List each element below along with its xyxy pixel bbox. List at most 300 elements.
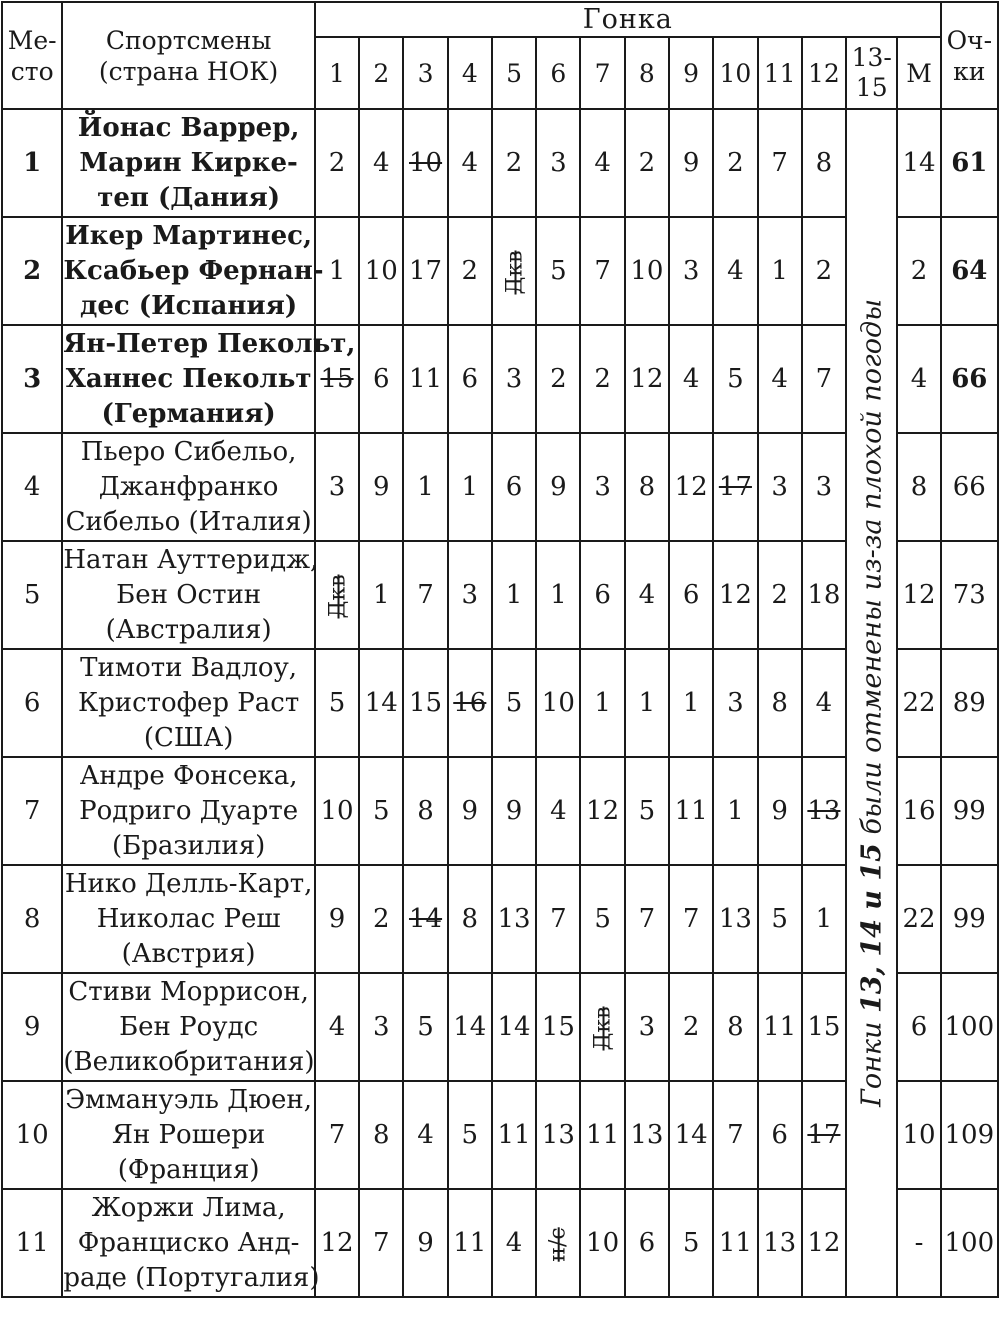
athlete-name-line: раде (Португалия) xyxy=(63,1262,320,1293)
race-result-cell xyxy=(802,217,846,325)
points-cell: 64 xyxy=(941,217,998,325)
place-cell: 3 xyxy=(2,325,62,433)
race-result: 10 xyxy=(630,256,664,286)
header-athletes xyxy=(62,2,315,109)
race-result-cell xyxy=(403,109,447,217)
race-result-cell xyxy=(536,325,580,433)
race-result-cell xyxy=(802,973,846,1081)
athlete-cell xyxy=(62,1081,315,1189)
medal-race-cell: 14 xyxy=(897,109,940,217)
race-result: 3 xyxy=(461,580,479,610)
race-result-cell xyxy=(625,541,669,649)
race-result: 1 xyxy=(461,472,479,502)
results-table xyxy=(1,1,999,1298)
race-result-cell xyxy=(492,541,536,649)
race-result-cell xyxy=(625,865,669,973)
race-result: 5 xyxy=(328,688,346,718)
race-result-cell xyxy=(580,1081,624,1189)
race-result-cell xyxy=(625,757,669,865)
race-result-cell xyxy=(448,1081,492,1189)
race-result: 4 xyxy=(682,364,700,394)
race-result: 7 xyxy=(638,904,656,934)
athlete-name-line: Ханнес Пекольт xyxy=(65,363,312,394)
discarded-result: 13 xyxy=(807,796,841,826)
race-result-cell xyxy=(448,865,492,973)
race-result: 13 xyxy=(630,1120,664,1150)
race-result: 3 xyxy=(727,688,744,718)
points-cell: 89 xyxy=(941,649,998,757)
race-result: 7 xyxy=(815,364,833,394)
race-result-cell xyxy=(580,757,624,865)
race-result-cell xyxy=(315,109,359,217)
race-result: 1 xyxy=(328,256,346,286)
race-result: 2 xyxy=(373,904,390,934)
athlete-name-line: Сибельо (Италия) xyxy=(65,506,312,537)
race-result-cell xyxy=(758,433,802,541)
race-result-cell xyxy=(758,217,802,325)
race-result: 18 xyxy=(807,580,841,610)
race-result-cell xyxy=(403,1189,447,1297)
race-result-cell xyxy=(403,973,447,1081)
race-result: 6 xyxy=(638,1228,656,1258)
race-result-cell xyxy=(713,1189,757,1297)
race-result-cell xyxy=(669,1081,713,1189)
race-result-cell xyxy=(536,973,580,1081)
race-result: 15 xyxy=(541,1012,575,1042)
cancel-note-races: 13, 14 и 15 xyxy=(856,843,888,1014)
athlete-name-line: Ян-Петер Пекольт, xyxy=(63,328,356,359)
race-result: 12 xyxy=(807,1228,841,1258)
athlete-name-line: Николас Реш xyxy=(96,903,281,934)
athlete-name-line: (США) xyxy=(143,722,234,753)
race-result: 1 xyxy=(417,472,434,502)
race-result: 2 xyxy=(815,256,833,286)
race-result: 6 xyxy=(771,1120,788,1150)
race-result-cell xyxy=(625,109,669,217)
race-result-cell xyxy=(315,433,359,541)
race-result: 5 xyxy=(505,688,523,718)
race-result-cell xyxy=(315,1081,359,1189)
athlete-name-line: (Германия) xyxy=(101,398,276,429)
header-race-2: 2 xyxy=(359,37,403,109)
race-result-cell xyxy=(625,325,669,433)
race-result-cell xyxy=(802,325,846,433)
race-result: 11 xyxy=(763,1012,797,1042)
race-result: 4 xyxy=(373,148,390,178)
race-result: 2 xyxy=(594,364,611,394)
race-result-cell xyxy=(536,433,580,541)
race-result: 6 xyxy=(373,364,390,394)
header-race-13-15-line1: 13- xyxy=(851,43,892,72)
points-cell: 109 xyxy=(941,1081,998,1189)
race-result: 8 xyxy=(638,472,656,502)
race-result: 9 xyxy=(771,796,788,826)
race-result: 1 xyxy=(505,580,523,610)
race-result: 4 xyxy=(328,1012,346,1042)
race-result: 4 xyxy=(727,256,744,286)
race-result-cell xyxy=(625,1081,669,1189)
header-points-line1: Оч- xyxy=(946,25,993,55)
medal-race-cell: 8 xyxy=(897,433,940,541)
race-result-cell xyxy=(625,433,669,541)
race-result-cell xyxy=(669,973,713,1081)
race-result: 9 xyxy=(505,796,523,826)
race-result-cell xyxy=(669,217,713,325)
race-result: 10 xyxy=(541,688,575,718)
race-result-cell xyxy=(669,865,713,973)
race-result: 1 xyxy=(550,580,567,610)
race-result-cell xyxy=(713,649,757,757)
race-result: 7 xyxy=(594,256,611,286)
race-result-cell xyxy=(315,757,359,865)
race-result-cell xyxy=(758,541,802,649)
race-result-cell xyxy=(359,325,403,433)
race-result-cell xyxy=(492,1189,536,1297)
race-result: 11 xyxy=(453,1228,487,1258)
race-result: 1 xyxy=(815,904,833,934)
race-result-cell xyxy=(492,1081,536,1189)
race-result-cell xyxy=(713,865,757,973)
header-race-13-15-line2: 15 xyxy=(855,73,888,102)
race-result: 14 xyxy=(497,1012,531,1042)
race-result-cell xyxy=(713,1081,757,1189)
race-result: 2 xyxy=(771,580,788,610)
race-result: 9 xyxy=(328,904,346,934)
athlete-name-line: Эммануэль Дюен, xyxy=(65,1084,312,1115)
race-result: 4 xyxy=(461,148,479,178)
race-result: 4 xyxy=(771,364,788,394)
race-result-cell xyxy=(492,433,536,541)
race-result-cell xyxy=(492,757,536,865)
athlete-cell xyxy=(62,217,324,325)
athlete-cell xyxy=(62,1189,320,1297)
race-result-cell xyxy=(625,649,669,757)
race-result: 4 xyxy=(815,688,833,718)
race-result: 9 xyxy=(461,796,479,826)
race-result: 5 xyxy=(682,1228,700,1258)
race-result-cell xyxy=(448,973,492,1081)
athlete-name-line: Ян Рошери xyxy=(111,1119,266,1150)
race-result: 1 xyxy=(771,256,788,286)
race-result-cell xyxy=(536,541,580,649)
race-result-cell xyxy=(713,541,757,649)
race-result: 6 xyxy=(682,580,700,610)
race-result: 14 xyxy=(674,1120,708,1150)
race-result-cell xyxy=(802,1081,846,1189)
race-result-cell xyxy=(580,541,624,649)
discarded-result: 17 xyxy=(718,472,752,502)
header-medal: М xyxy=(897,37,940,109)
race-result-cell xyxy=(359,757,403,865)
athlete-cell xyxy=(62,649,315,757)
race-result-cell xyxy=(758,757,802,865)
race-result: 11 xyxy=(674,796,708,826)
race-result-cell xyxy=(802,865,846,973)
race-result: 13 xyxy=(497,904,531,934)
place-cell: 11 xyxy=(2,1189,62,1297)
cancel-note-prefix: Гонки xyxy=(856,1013,888,1108)
header-race-10: 10 xyxy=(713,37,757,109)
race-result: 4 xyxy=(417,1120,434,1150)
race-result-cell xyxy=(580,217,624,325)
race-result: 9 xyxy=(682,148,700,178)
athlete-name-line: Тимоти Вадлоу, xyxy=(80,652,298,683)
race-result-cell xyxy=(536,109,580,217)
race-result-cell xyxy=(315,865,359,973)
athlete-name-line: (Бразилия) xyxy=(111,830,266,861)
race-result: 5 xyxy=(727,364,744,394)
race-result-cell xyxy=(713,973,757,1081)
header-athletes-line1: Спортсмены xyxy=(105,25,272,55)
race-result: 5 xyxy=(373,796,390,826)
race-result-cell xyxy=(669,757,713,865)
points-cell: 100 xyxy=(941,1189,998,1297)
race-result-cell xyxy=(802,541,846,649)
race-result-cell xyxy=(758,1081,802,1189)
athlete-name-line: Жоржи Лима, xyxy=(91,1192,286,1223)
race-result: 3 xyxy=(682,256,700,286)
header-place-line2: сто xyxy=(10,56,54,86)
race-result-cell xyxy=(536,757,580,865)
race-result: 5 xyxy=(550,256,567,286)
race-result: 7 xyxy=(727,1120,744,1150)
discarded-result: Дкв xyxy=(325,574,351,619)
header-race-5: 5 xyxy=(492,37,536,109)
race-result-cell xyxy=(536,1081,580,1189)
race-result-cell xyxy=(669,109,713,217)
race-result-cell xyxy=(802,109,846,217)
place-cell: 5 xyxy=(2,541,62,649)
header-race-3: 3 xyxy=(403,37,447,109)
points-cell: 66 xyxy=(941,325,998,433)
race-result: 9 xyxy=(373,472,390,502)
race-result-cell xyxy=(580,109,624,217)
race-result: 10 xyxy=(364,256,398,286)
races-13-15-cancelled-note xyxy=(846,109,897,1297)
race-result-cell xyxy=(403,1081,447,1189)
race-result: 7 xyxy=(373,1228,390,1258)
athlete-name-line: Франциско Анд- xyxy=(77,1227,300,1258)
race-result-cell xyxy=(758,973,802,1081)
athlete-name-line: Ксабьер Фернан- xyxy=(63,255,324,286)
race-result: 5 xyxy=(638,796,656,826)
race-result: 10 xyxy=(586,1228,620,1258)
race-result: 7 xyxy=(682,904,700,934)
race-result-cell xyxy=(359,973,403,1081)
race-result: 8 xyxy=(727,1012,744,1042)
race-result-cell xyxy=(713,325,757,433)
discarded-result: н/с xyxy=(545,1227,571,1262)
race-result-cell xyxy=(359,649,403,757)
race-result: 5 xyxy=(417,1012,434,1042)
medal-race-cell: 22 xyxy=(897,865,940,973)
athlete-cell xyxy=(62,433,315,541)
race-result: 13 xyxy=(718,904,752,934)
race-result: 1 xyxy=(682,688,700,718)
athlete-cell xyxy=(62,541,319,649)
race-result: 3 xyxy=(550,148,567,178)
race-result-cell xyxy=(403,757,447,865)
cancel-note-text xyxy=(856,299,887,1107)
athlete-name-line: (Великобритания) xyxy=(63,1046,315,1077)
race-result-cell xyxy=(669,1189,713,1297)
race-result-cell xyxy=(625,217,669,325)
athlete-name-line: Джанфранко xyxy=(98,471,279,502)
race-result-cell xyxy=(403,217,447,325)
points-cell: 99 xyxy=(941,757,998,865)
points-cell: 99 xyxy=(941,865,998,973)
discarded-result: Дкв xyxy=(502,250,528,295)
race-result-cell xyxy=(448,109,492,217)
race-result: 4 xyxy=(550,796,567,826)
race-result: 4 xyxy=(638,580,656,610)
medal-race-cell: 22 xyxy=(897,649,940,757)
race-result-cell xyxy=(536,217,580,325)
race-result-cell xyxy=(758,865,802,973)
race-result-cell xyxy=(758,109,802,217)
place-cell: 4 xyxy=(2,433,62,541)
athlete-name-line: Икер Мартинес, xyxy=(65,220,312,251)
race-result: 11 xyxy=(497,1120,531,1150)
race-result: 3 xyxy=(594,472,611,502)
race-result-cell xyxy=(625,973,669,1081)
athlete-name-line: (Франция) xyxy=(117,1154,260,1185)
race-result-cell xyxy=(492,217,536,325)
race-result-cell xyxy=(315,541,359,649)
athlete-name-line: теп (Дания) xyxy=(97,182,281,213)
race-result: 8 xyxy=(771,688,788,718)
header-race-4: 4 xyxy=(448,37,492,109)
place-cell: 10 xyxy=(2,1081,62,1189)
race-result: 4 xyxy=(594,148,611,178)
athlete-name-line: Родриго Дуарте xyxy=(79,795,299,826)
race-result: 10 xyxy=(320,796,354,826)
race-result: 11 xyxy=(718,1228,752,1258)
race-result: 2 xyxy=(505,148,523,178)
race-result: 6 xyxy=(461,364,479,394)
header-place-line1: Ме- xyxy=(7,25,57,55)
race-result-cell xyxy=(669,649,713,757)
header-race-7: 7 xyxy=(580,37,624,109)
place-cell: 8 xyxy=(2,865,62,973)
header-race-11: 11 xyxy=(758,37,802,109)
race-result-cell xyxy=(448,325,492,433)
race-result: 4 xyxy=(505,1228,523,1258)
athlete-cell xyxy=(62,973,315,1081)
race-result: 5 xyxy=(594,904,611,934)
header-race-8: 8 xyxy=(625,37,669,109)
race-result: 13 xyxy=(763,1228,797,1258)
race-result-cell xyxy=(492,325,536,433)
race-result: 2 xyxy=(328,148,346,178)
race-result-cell xyxy=(758,1189,802,1297)
race-result-cell xyxy=(580,973,624,1081)
race-result: 8 xyxy=(461,904,479,934)
medal-race-cell: 16 xyxy=(897,757,940,865)
race-result: 8 xyxy=(815,148,833,178)
race-result: 1 xyxy=(727,796,744,826)
race-result-cell xyxy=(492,973,536,1081)
race-result: 17 xyxy=(408,256,443,286)
medal-race-cell: 2 xyxy=(897,217,940,325)
race-result-cell xyxy=(492,865,536,973)
medal-race-cell: 10 xyxy=(897,1081,940,1189)
race-result: 12 xyxy=(630,364,664,394)
header-race: Гонка xyxy=(315,2,941,37)
header-race-12: 12 xyxy=(802,37,846,109)
race-result: 2 xyxy=(550,364,567,394)
medal-race-cell: 4 xyxy=(897,325,940,433)
athlete-name-line: Марин Кирке- xyxy=(79,147,298,178)
race-result-cell xyxy=(580,1189,624,1297)
race-result: 12 xyxy=(718,580,752,610)
race-result-cell xyxy=(448,1189,492,1297)
race-result-cell xyxy=(713,757,757,865)
athlete-name-line: Кристофер Раст xyxy=(77,687,300,718)
athlete-name-line: Стиви Моррисон, xyxy=(68,976,309,1007)
race-result-cell xyxy=(580,865,624,973)
athlete-name-line: Бен Остин xyxy=(116,579,262,610)
race-result-cell xyxy=(403,433,447,541)
points-cell: 73 xyxy=(941,541,998,649)
header-race-1: 1 xyxy=(315,37,359,109)
race-result-cell xyxy=(315,973,359,1081)
place-cell: 7 xyxy=(2,757,62,865)
race-result: 2 xyxy=(727,148,744,178)
athlete-name-line: (Австралия) xyxy=(105,614,272,645)
race-result: 5 xyxy=(771,904,788,934)
header-points xyxy=(941,2,998,109)
race-result: 14 xyxy=(453,1012,487,1042)
race-result: 9 xyxy=(550,472,567,502)
athlete-name-line: Бен Роудс xyxy=(119,1011,259,1042)
race-result-cell xyxy=(713,433,757,541)
discarded-result: Дкв xyxy=(590,1006,616,1051)
race-result-cell xyxy=(536,1189,580,1297)
header-race-13-15 xyxy=(846,37,897,109)
race-result-cell xyxy=(492,649,536,757)
race-result: 9 xyxy=(417,1228,434,1258)
race-result-cell xyxy=(448,541,492,649)
race-result-cell xyxy=(625,1189,669,1297)
place-cell: 1 xyxy=(2,109,62,217)
race-result-cell xyxy=(580,649,624,757)
race-result-cell xyxy=(359,1081,403,1189)
race-result: 2 xyxy=(682,1012,700,1042)
race-result-cell xyxy=(758,325,802,433)
race-result: 3 xyxy=(815,472,833,502)
race-result-cell xyxy=(448,217,492,325)
race-result: 3 xyxy=(328,472,346,502)
cancel-note-suffix: были отменены из-за плохой погоды xyxy=(856,298,888,844)
race-result: 11 xyxy=(586,1120,620,1150)
race-result-cell xyxy=(315,649,359,757)
discarded-result: 14 xyxy=(408,904,443,934)
race-result: 2 xyxy=(461,256,479,286)
athlete-name-line: Пьеро Сибельо, xyxy=(80,436,297,467)
race-result-cell xyxy=(669,325,713,433)
race-result: 1 xyxy=(638,688,656,718)
header-place xyxy=(2,2,62,109)
race-result: 12 xyxy=(674,472,708,502)
race-result: 6 xyxy=(594,580,611,610)
race-result-cell xyxy=(359,541,403,649)
race-result: 7 xyxy=(417,580,434,610)
race-result: 12 xyxy=(586,796,620,826)
race-result-cell xyxy=(315,1189,359,1297)
race-result-cell xyxy=(492,109,536,217)
discarded-result: 15 xyxy=(320,364,354,394)
